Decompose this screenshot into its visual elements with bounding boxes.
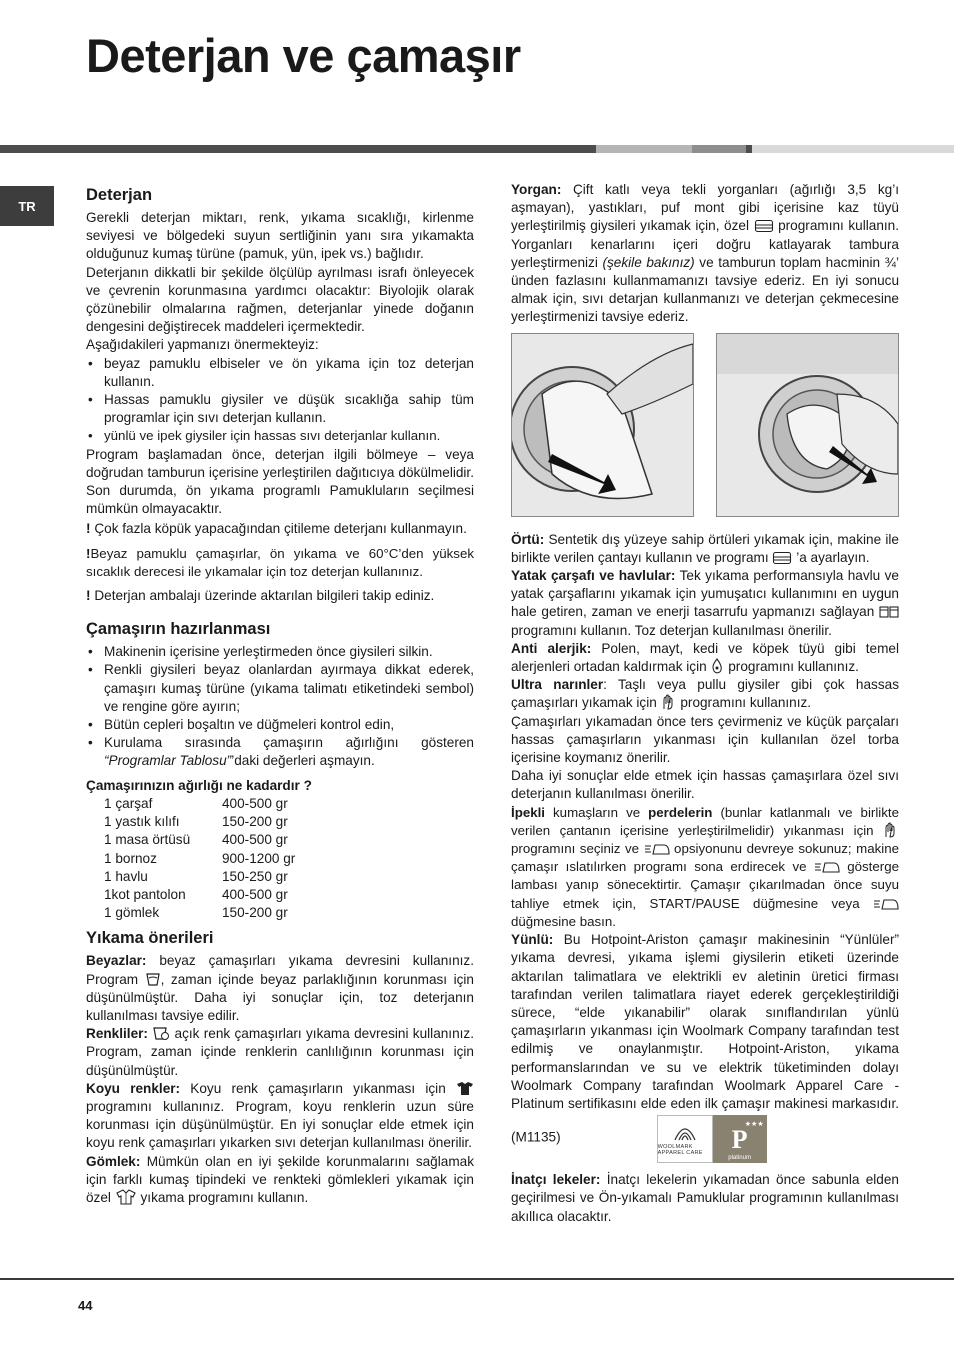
paragraph-beyazlar: Beyazlar: beyaz çamaşırları yıkama devresini kullanınız. Program , zaman içinde beyaz parlaklığının korunması için düşünülmüştür. Daha iyi sonuçlar için, toz deterjanın kullanılması tavsiye edilir. [86, 953, 474, 1023]
page-title: Deterjan ve çamaşır [86, 29, 521, 82]
weight-item: 1 bornoz [104, 850, 157, 866]
page-number: 44 [78, 1298, 93, 1313]
weight-value: 400-500 gr [222, 795, 288, 811]
paragraph: Gerekli deterjan miktarı, renk, yıkama sıcaklığı, kirlenme seviyesi ve bölgedeki suyun sertliğinin yanı sıra yıkamakta olduğunuz kumaş türüne (pamuk, yün, ipek vs.) bağlıdır. [86, 210, 474, 262]
cotton-program-icon [145, 972, 161, 987]
paragraph: Program başlamadan önce, deterjan ilgili bölmeye – veya doğrudan tamburun içerisine yerleştirilen dağıtıcıya dökülmelidir. Son durumda, ön yıkama programlı Pamukluların seçilmesi mümkün olmayacaktır. [86, 446, 474, 517]
duvet-loading-photo-2 [716, 333, 899, 517]
duvet-program-icon [754, 219, 774, 233]
table-row [104, 850, 295, 868]
warning-note: !Beyaz pamuklu çamaşırlar, ön yıkama ve 60°C’den yüksek sıcaklık derecesi ile yıkamalar için toz deterjan kullanınız. [86, 545, 474, 579]
paragraph-gomlek: Gömlek: Mümkün olan en iyi şekilde korunmalarını sağlamak için farklı kumaş tipindeki ve renkteki gömlekleri yıkamak için özel yıkama programını kullanın. [86, 1153, 474, 1205]
paragraph: Daha iyi sonuçlar elde etmek için hassas çamaşırlara özel sıvı deterjanın kullanılması önerilir. [511, 768, 899, 802]
weight-item: 1 yastık kılıfı [104, 814, 180, 830]
shirts-program-icon [115, 1189, 137, 1205]
colours-program-icon [152, 1025, 170, 1041]
header-color-bar [0, 145, 954, 153]
section-heading-oneriler: Yıkama önerileri [86, 929, 214, 948]
weight-value: 150-200 gr [222, 814, 288, 830]
weight-value: 400-500 gr [222, 886, 288, 902]
woolmark-logo: WOOLMARK APPAREL CARE [657, 1115, 713, 1163]
paragraph: Aşağıdakileri yapmanızı önermekteyiz: [86, 337, 319, 353]
list-item: • yünlü ve ipek giysiler için hassas sıvı deterjanlar kullanın. [86, 427, 474, 445]
detergent-list [86, 355, 474, 446]
weights-table [104, 795, 295, 922]
bed-bath-program-icon [879, 605, 899, 619]
table-row [104, 886, 295, 904]
warning-icon: ! [86, 588, 91, 604]
section-heading-hazirlanma: Çamaşırın hazırlanması [86, 620, 271, 639]
certification-logos [657, 1115, 767, 1163]
paragraph-koyu: Koyu renkler: Koyu renk çamaşırların yıkanması için programını kullanınız. Program, koyu renklerin uzun süre korunması için düşünülmüştür. En iyi sonuçlar elde etmek için koyu renk çamaşırları yıkarken sıvı deterjan kullanılması önerilir. [86, 1080, 474, 1151]
easy-iron-icon [873, 897, 899, 911]
warning-note: ! Deterjan ambalajı üzerinde aktarılan bilgileri takip ediniz. [86, 588, 435, 604]
easy-iron-icon [644, 842, 670, 856]
paragraph-renkliler: Renkliler: açık renk çamaşırları yıkama devresini kullanınız. Program, zaman içinde renklerin canlılığının korunması için düşünülmüştür. [86, 1026, 474, 1078]
weight-item: 1 masa örtüsü [104, 832, 191, 848]
duvet-loading-figures [511, 333, 899, 517]
anti-allergy-program-icon [710, 658, 724, 674]
dark-program-icon [456, 1081, 474, 1096]
delicates-program-icon [883, 822, 899, 838]
section-heading-deterjan: Deterjan [86, 186, 153, 204]
weight-item: 1 çarşaf [104, 795, 153, 811]
list-item: • beyaz pamuklu elbiseler ve ön yıkama için toz deterjan kullanın. [86, 355, 474, 391]
list-item: • Hassas pamuklu giysiler ve düşük sıcaklığa sahip tüm programlar için sıvı deterjan kullanın. [86, 391, 474, 427]
weight-value: 900-1200 gr [222, 850, 296, 866]
paragraph-yatak: Yatak çarşafı ve havlular: Tek yıkama performansıyla havlu ve yatak çarşaflarını yıkamak için yumuşatıcı kullanımını en uygun hale getiren, zaman ve enerji tasarrufu yapmanızı sağlayan programını kullanın. Toz deterjan kullanılması önerilir. [511, 568, 899, 638]
table-row [104, 831, 295, 849]
table-row [104, 904, 295, 922]
preparation-list [86, 643, 474, 770]
paragraph-anti-alerjik: Anti alerjik: Polen, mayt, kedi ve köpek tüyü gibi temel alerjenleri ortadan kaldırmak için programını kullanınız. [511, 640, 899, 675]
paragraph-ultra: Ultra narınler: Taşlı veya pullu giysiler gibi çok hassas çamaşırları yıkamak için programını kullanınız. [511, 677, 899, 711]
paragraph-ortu: Örtü: Sentetik dış yüzeye sahip örtüleri yıkamak için, makine ile birlikte verilen çantayı kullanın ve programı ’a ayarlayın. [511, 531, 899, 565]
right-column [511, 181, 899, 1226]
weight-value: 400-500 gr [222, 832, 288, 848]
warning-icon: ! [86, 521, 91, 537]
duvet-program-icon [772, 551, 792, 565]
weights-title: Çamaşırınızın ağırlığı ne kadardır ? [86, 777, 312, 793]
paragraph-yorgan: Yorgan: Çift katlı veya tekli yorganları (ağırlığı 3,5 kg’ı aşmayan), yastıkları, puf mont gibi içerisine kaz tüyü yerleştirilmiş giysileri yıkamak için, özel programını kullanın. Yorganları kenarlarını içeri doğru katlayarak tambura yerleştirmenizi (şekile bakınız) ve tamburun toplam hacminin ¾’ ünden fazlasını kullanmamanızı tavsiye ederiz. En iyi sonucu almak için, sıvı detarjan kullanmanızı ve deterjan çekmecesine yerleştirmenizi tavsiye ederiz. [511, 182, 899, 325]
easy-iron-icon [814, 860, 840, 874]
duvet-loading-photo-1 [511, 333, 694, 517]
paragraph: Çamaşırları yıkamadan önce ters çevirmeniz ve küçük parçaları hassas çamaşırların yıkanması için kullanılan özel torba içerisine koymanız önerilir. [511, 713, 899, 766]
weight-item: 1 gömlek [104, 905, 160, 921]
weight-item: 1 havlu [104, 868, 148, 884]
list-item: • Makinenin içerisine yerleştirmeden önce giysileri silkin. [86, 643, 474, 661]
paragraph-yunlu: Yünlü: Bu Hotpoint-Ariston çamaşır makinesinin “Yünlüler” yıkama devresi, yıkama işlemi giysilerin etiketi üzerinde aktarılan talimatlara ve elektrikli ev aletinin üretici firması tarafından verilen talimatlara riayet ederek gerçekleştirildiği sürece, “elde yıkanabilir” olarak sınıflandırılan yünlü çamaşırların yıkanması için Woolmark Company tarafından test edilmiş ve onaylanmıştır. Hotpoint-Ariston, yıkama performanslarından ve su ve elektrik tüketiminden dolayı Woolmark Company tarafından Woolmark Apparel Care - Platinum sertifikasını elde eden ilk çamaşır makinesi markasıdır. (M1135) WOOLMARK APPAREL CARE ★★★ P platinum [511, 932, 899, 1162]
list-item: • Bütün cepleri boşaltın ve düğmeleri kontrol edin, [86, 716, 474, 734]
table-row [104, 813, 295, 831]
list-item: • Renkli giysileri beyaz olanlardan ayırmaya dikkat ederek, çamaşırı kumaş türüne (yıkama talimatı etiketindeki sembol) ve rengine göre ayırın; [86, 661, 474, 716]
list-item: • Kurulama sırasında çamaşırın ağırlığını gösteren “Programlar Tablosu”’daki değerleri aşmayın. [86, 734, 474, 770]
delicates-program-icon [661, 694, 677, 710]
left-column [86, 181, 474, 1207]
language-tab: TR [0, 186, 54, 226]
paragraph-ipekli: İpekli kumaşların ve perdelerin (bunlar katlanmalı ve birlikte verilen çantanın içerisine yerleştirilmelidir) yıkanması için programını seçiniz ve opsiyonunu devreye sokunuz; makine çamaşır ıslatılırken programı sona erdirecek ve gösterge lambası yanıp sönecektirtir. Çamaşır çıkarılmadan önce suyu tahliye etmek için, START/PAUSE düğmesine veya düğmesine basın. [511, 804, 899, 929]
warning-icon: ! [86, 545, 91, 561]
paragraph-inatci: İnatçı lekeler: İnatçı lekelerin yıkamadan önce sabunla elden geçirilmesi ve Ön-yıkamalı Pamuklular programının kullanılması akıllıca olacaktır. [511, 1172, 899, 1224]
platinum-logo: ★★★ P platinum [713, 1115, 767, 1163]
weight-item: 1kot pantolon [104, 886, 186, 902]
table-row [104, 868, 295, 886]
table-row [104, 795, 295, 813]
footer-rule [0, 1278, 954, 1280]
weight-value: 150-200 gr [222, 905, 288, 921]
paragraph: Deterjanın dikkatli bir şekilde ölçülüp ayrılması israfı önleyecek ve çevrenin korunmasına yardımcı olacaktır: Biyolojik olarak çözünebilir olmalarına rağmen, deterjanlar yinede doğanın dengesini değiştirecek maddeleri içermektedir. [86, 264, 474, 335]
weight-value: 150-250 gr [222, 868, 288, 884]
warning-note: ! Çok fazla köpük yapacağından çitileme deterjanı kullanmayın. [86, 521, 467, 537]
